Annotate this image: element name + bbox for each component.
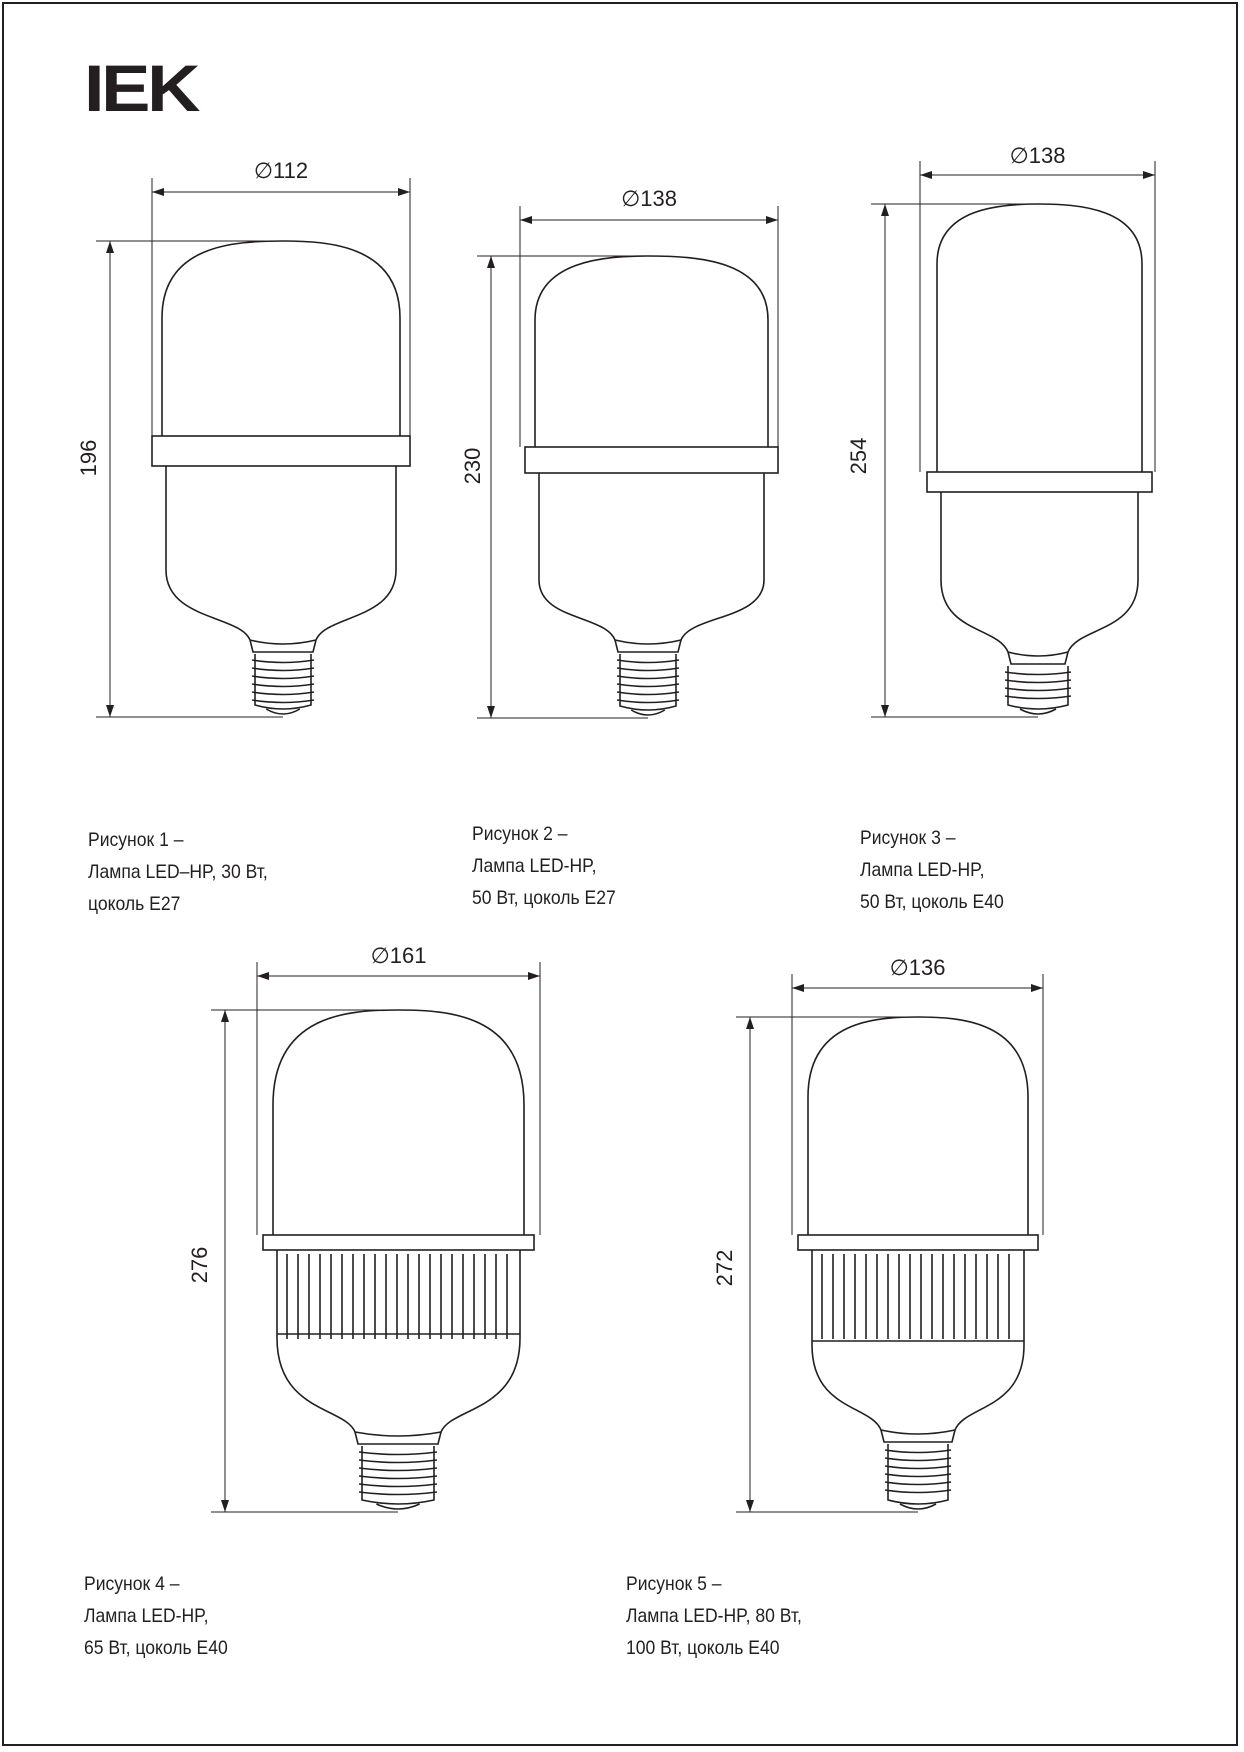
lamp-globe (162, 241, 400, 436)
caption-title: Рисунок 3 – (860, 827, 956, 849)
lamp-base-thread (1005, 680, 1071, 683)
caption-title: Рисунок 5 – (626, 1573, 722, 1595)
lamp-base-thread (885, 1482, 951, 1485)
lamp-base-thread (359, 1460, 437, 1463)
lamp-body (166, 466, 396, 640)
lamp-ring (152, 436, 410, 466)
dimension-figure-4 (211, 962, 540, 1512)
lamp-base-thread (1005, 696, 1071, 699)
diameter-label: ∅138 (621, 186, 677, 211)
height-label: 254 (846, 437, 871, 475)
lamp-base-thread (617, 684, 679, 687)
lamp-collar (881, 1430, 955, 1442)
diameter-label: ∅112 (253, 158, 309, 183)
lamp-base-thread (252, 676, 314, 679)
height-label: 230 (460, 447, 485, 485)
lamp-globe (808, 1017, 1028, 1235)
lamp-base-thread (885, 1474, 951, 1477)
caption-title: Рисунок 4 – (84, 1573, 180, 1595)
caption-socket: 50 Вт, цоколь E27 (472, 887, 616, 909)
lamp-base-thread (885, 1490, 951, 1493)
lamp-figure-4 (263, 1010, 534, 1509)
lamp-base (1008, 666, 1068, 709)
lamp-base-thread (885, 1466, 951, 1469)
lamp-base-thread (359, 1492, 437, 1495)
lamp-ring (525, 447, 778, 473)
lamp-base-thread (359, 1452, 437, 1455)
lamp-body (941, 492, 1138, 652)
lamp-base-thread (252, 668, 314, 671)
lamp-collar (1008, 652, 1068, 664)
caption-title: Рисунок 1 – (88, 829, 184, 851)
lamp-body (277, 1250, 520, 1432)
lamp-base-thread (252, 660, 314, 663)
caption-figure-2 (472, 818, 616, 914)
caption-model: Лампа LED-HP, (860, 859, 985, 881)
caption-figure-4 (84, 1568, 228, 1664)
lamp-ring (927, 472, 1152, 492)
lamp-collar (615, 640, 681, 652)
caption-model: Лампа LED–HP, 30 Вт, (88, 861, 268, 883)
lamp-collar (355, 1432, 441, 1444)
caption-title: Рисунок 2 – (472, 823, 568, 845)
diameter-label: ∅161 (370, 943, 427, 968)
dimension-figure-3 (871, 161, 1155, 717)
caption-figure-1 (88, 824, 268, 920)
lamp-base-thread (617, 692, 679, 695)
lamp-figure-3 (927, 204, 1152, 714)
caption-model: Лампа LED-HP, (84, 1605, 209, 1627)
lamp-body (539, 473, 764, 640)
caption-socket: 50 Вт, цоколь E40 (860, 891, 1004, 913)
lamp-figure-5 (798, 1017, 1038, 1509)
lamp-base-thread (252, 700, 314, 703)
caption-model: Лампа LED-HP, (472, 855, 597, 877)
lamp-collar (250, 640, 316, 652)
lamp-base-thread (359, 1468, 437, 1471)
lamp-base-thread (617, 660, 679, 663)
lamp-base-thread (885, 1458, 951, 1461)
diameter-label: ∅136 (889, 955, 946, 980)
lamp-base-thread (885, 1450, 951, 1453)
lamp-figure-1 (152, 241, 410, 714)
iek-logo: IEK (84, 51, 198, 125)
lamp-base-thread (617, 700, 679, 703)
diameter-label: ∅138 (1009, 143, 1066, 168)
caption-model: Лампа LED-HP, 80 Вт, (626, 1605, 802, 1627)
lamp-base-thread (617, 676, 679, 679)
caption-socket: цоколь E27 (88, 893, 181, 915)
height-label: 276 (187, 1246, 212, 1284)
dimension-figure-2 (477, 206, 778, 718)
lamp-base-thread (1005, 688, 1071, 691)
lamp-globe (937, 204, 1142, 472)
height-label: 272 (712, 1249, 737, 1287)
lamp-figure-2 (525, 256, 778, 715)
caption-figure-5 (626, 1568, 802, 1664)
lamp-base-thread (617, 668, 679, 671)
height-label: 196 (76, 439, 101, 477)
caption-figure-3 (860, 822, 1004, 918)
dimension-figure-1 (96, 178, 410, 717)
lamp-base-thread (359, 1476, 437, 1479)
lamp-base-thread (1005, 672, 1071, 675)
lamp-globe (273, 1010, 524, 1235)
caption-socket: 100 Вт, цоколь E40 (626, 1637, 780, 1659)
lamp-globe (535, 256, 768, 447)
lamp-base-thread (252, 684, 314, 687)
lamp-base-thread (359, 1484, 437, 1487)
lamp-ring (798, 1235, 1038, 1250)
lamp-ring (263, 1235, 534, 1250)
caption-socket: 65 Вт, цоколь E40 (84, 1637, 228, 1659)
lamp-base-thread (252, 692, 314, 695)
